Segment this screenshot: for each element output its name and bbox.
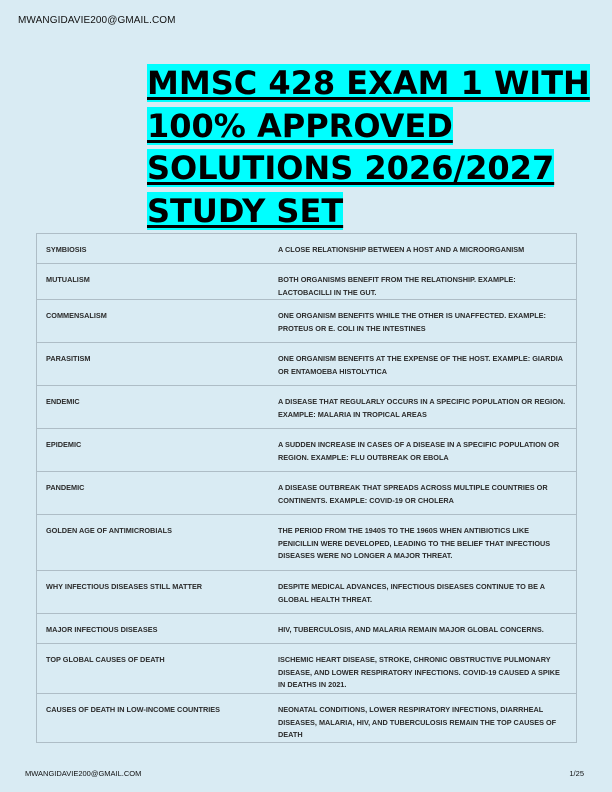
term-cell: ENDEMIC [37,386,263,429]
definition-cell: A CLOSE RELATIONSHIP BETWEEN A HOST AND A MICROORGANISM [262,234,577,264]
term-cell: PARASITISM [37,343,263,386]
table-row [37,343,577,386]
definition-cell: ONE ORGANISM BENEFITS WHILE THE OTHER IS UNAFFECTED. EXAMPLE: PROTEUS OR E. COLI IN THE INTESTINES [262,300,577,343]
definition-cell: THE PERIOD FROM THE 1940S TO THE 1960S WHEN ANTIBIOTICS LIKE PENICILLIN WERE DEVELOPED, LEADING TO THE BELIEF THAT INFECTIOUS DISEASES WERE NO LONGER A MAJOR THREAT. [262,515,577,571]
table-row [37,264,577,300]
definition-cell: NEONATAL CONDITIONS, LOWER RESPIRATORY INFECTIONS, DIARRHEAL DISEASES, MALARIA, HIV, AND TUBERCULOSIS REMAIN THE TOP CAUSES OF DEATH [262,694,577,743]
definition-cell: A DISEASE OUTBREAK THAT SPREADS ACROSS MULTIPLE COUNTRIES OR CONTINENTS. EXAMPLE: COVID-19 OR CHOLERA [262,472,577,515]
table-row [37,386,577,429]
definition-cell: A SUDDEN INCREASE IN CASES OF A DISEASE IN A SPECIFIC POPULATION OR REGION. EXAMPLE: FLU OUTBREAK OR EBOLA [262,429,577,472]
term-cell: TOP GLOBAL CAUSES OF DEATH [37,644,263,694]
definition-cell: ONE ORGANISM BENEFITS AT THE EXPENSE OF THE HOST. EXAMPLE: GIARDIA OR ENTAMOEBA HISTOLYTICA [262,343,577,386]
definition-cell: BOTH ORGANISMS BENEFIT FROM THE RELATIONSHIP. EXAMPLE: LACTOBACILLI IN THE GUT. [262,264,577,300]
term-cell: COMMENSALISM [37,300,263,343]
footer-email: MWANGIDAVIE200@GMAIL.COM [25,769,142,778]
term-cell: CAUSES OF DEATH IN LOW-INCOME COUNTRIES [37,694,263,743]
term-cell: MAJOR INFECTIOUS DISEASES [37,614,263,644]
term-cell: SYMBIOSIS [37,234,263,264]
table-row [37,429,577,472]
definition-cell: ISCHEMIC HEART DISEASE, STROKE, CHRONIC OBSTRUCTIVE PULMONARY DISEASE, AND LOWER RESPIRATORY INFECTIONS. COVID-19 CAUSED A SPIKE IN DEATHS IN 2021. [262,644,577,694]
title-line: STUDY SET [147,191,344,230]
term-cell: EPIDEMIC [37,429,263,472]
table-row [37,644,577,694]
term-cell: WHY INFECTIOUS DISEASES STILL MATTER [37,571,263,614]
table-row [37,571,577,614]
term-cell: GOLDEN AGE OF ANTIMICROBIALS [37,515,263,571]
terms-table [36,233,577,743]
term-cell: MUTUALISM [37,264,263,300]
table-row [37,694,577,743]
table-row [37,614,577,644]
table-row [37,515,577,571]
title-line: SOLUTIONS 2026/2027 [147,149,555,187]
definition-cell: A DISEASE THAT REGULARLY OCCURS IN A SPECIFIC POPULATION OR REGION. EXAMPLE: MALARIA IN TROPICAL AREAS [262,386,577,429]
header-email: MWANGIDAVIE200@GMAIL.COM [18,15,176,26]
table-row [37,472,577,515]
page-number: 1/25 [569,769,584,778]
title-line: MMSC 428 EXAM 1 WITH [147,64,590,102]
definition-cell: HIV, TUBERCULOSIS, AND MALARIA REMAIN MAJOR GLOBAL CONCERNS. [262,614,577,644]
table-row [37,300,577,343]
table-row [37,234,577,264]
title-line: 100% APPROVED [147,106,453,145]
document-title [147,62,592,232]
definition-cell: DESPITE MEDICAL ADVANCES, INFECTIOUS DISEASES CONTINUE TO BE A GLOBAL HEALTH THREAT. [262,571,577,614]
term-cell: PANDEMIC [37,472,263,515]
